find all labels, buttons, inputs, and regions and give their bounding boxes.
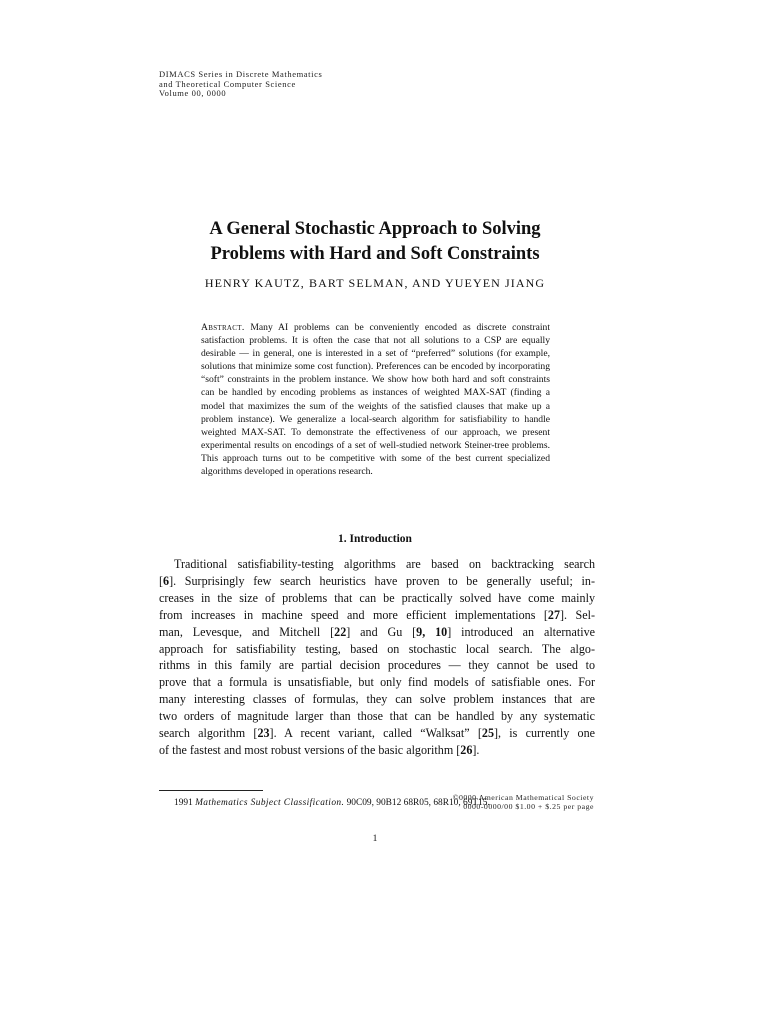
body-line: man, Levesque, and Mitchell [22] and Gu [9, 10] introduced an alternative — [159, 624, 595, 639]
body-line: prove that a formula is unsatisfiable, but only find models of satisfiable ones. For — [159, 675, 595, 690]
body-line: [6]. Surprisingly few search heuristics have proven to be generally useful; in- — [159, 573, 595, 588]
body-line: search algorithm [23]. A recent variant, called “Walksat” [25], is currently one — [159, 726, 595, 741]
body-line: two orders of magnitude larger than those that can be handled by any systematic — [159, 709, 595, 724]
body-line: many interesting classes of formulas, they can solve problem instances that are — [159, 692, 595, 707]
body-line: creases in the size of problems that can be practically solved have come mainly — [159, 590, 595, 605]
series-line: DIMACS Series in Discrete Mathematics — [159, 69, 323, 79]
introduction-body — [159, 556, 595, 759]
abstract-text: Many AI problems can be conveniently encoded as discrete constraint satisfaction problems. It is often the case that not all solutions to a CSP are equally desirable — in general, one is interested in a set of “preferred” solutions (for example, solutions that minimize some cost function). Preferences can be encoded by incorporating “soft” constraints in the problem instance. We show how both hard and soft constraints can be handled by encoding problems as instances of weighted MAX-SAT (finding a model that maximizes the sum of the weights of the satisfied clauses that make up a problem instance). We generalize a local-search algorithm for satisfiability to handle weighted MAX-SAT. To demonstrate the effectiveness of our approach, we present experimental results on encodings of a set of well-studied network Steiner-tree problems. This approach turns out to be competitive with some of the best current specialized algorithms developed in operations research. — [201, 322, 550, 478]
body-line: from increases in machine speed and more efficient implementations [27]. Sel- — [159, 607, 595, 622]
footnote-label: Mathematics Subject Classification. — [195, 798, 345, 808]
body-line: of the fastest and most robust versions of the basic algorithm [26]. — [159, 742, 480, 757]
copyright-notice — [453, 793, 594, 811]
series-line: and Theoretical Computer Science — [159, 78, 296, 89]
abstract — [201, 321, 550, 478]
paper-title — [150, 217, 600, 267]
price-line: 0000-0000/00 $1.00 + $.25 per page — [463, 802, 594, 811]
section-heading: 1. Introduction — [338, 533, 412, 545]
msc-footnote — [174, 798, 490, 808]
page-number: 1 — [372, 834, 378, 844]
abstract-label: Abstract. — [201, 322, 245, 333]
body-line: approach for satisfiability testing, based on stochastic local search. The algo- — [159, 641, 595, 656]
footnote-rule — [159, 790, 263, 791]
body-line: rithms in this family are partial decision procedures — they cannot be used to — [159, 658, 595, 673]
footnote-year: 1991 — [174, 798, 193, 808]
volume-line: Volume 00, 0000 — [159, 88, 227, 98]
series-header — [159, 70, 322, 99]
title-line: A General Stochastic Approach to Solving — [209, 219, 541, 239]
body-line: Traditional satisfiability-testing algorithms are based on backtracking search — [174, 557, 595, 571]
title-line: Problems with Hard and Soft Constraints — [210, 244, 540, 264]
author-list: HENRY KAUTZ, BART SELMAN, AND YUEYEN JIANG — [204, 276, 546, 290]
footnote-codes: 90C09, 90B12 68R05, 68R10, 69T15. — [346, 798, 490, 808]
copyright-line: ©0000 American Mathematical Society — [452, 793, 594, 802]
